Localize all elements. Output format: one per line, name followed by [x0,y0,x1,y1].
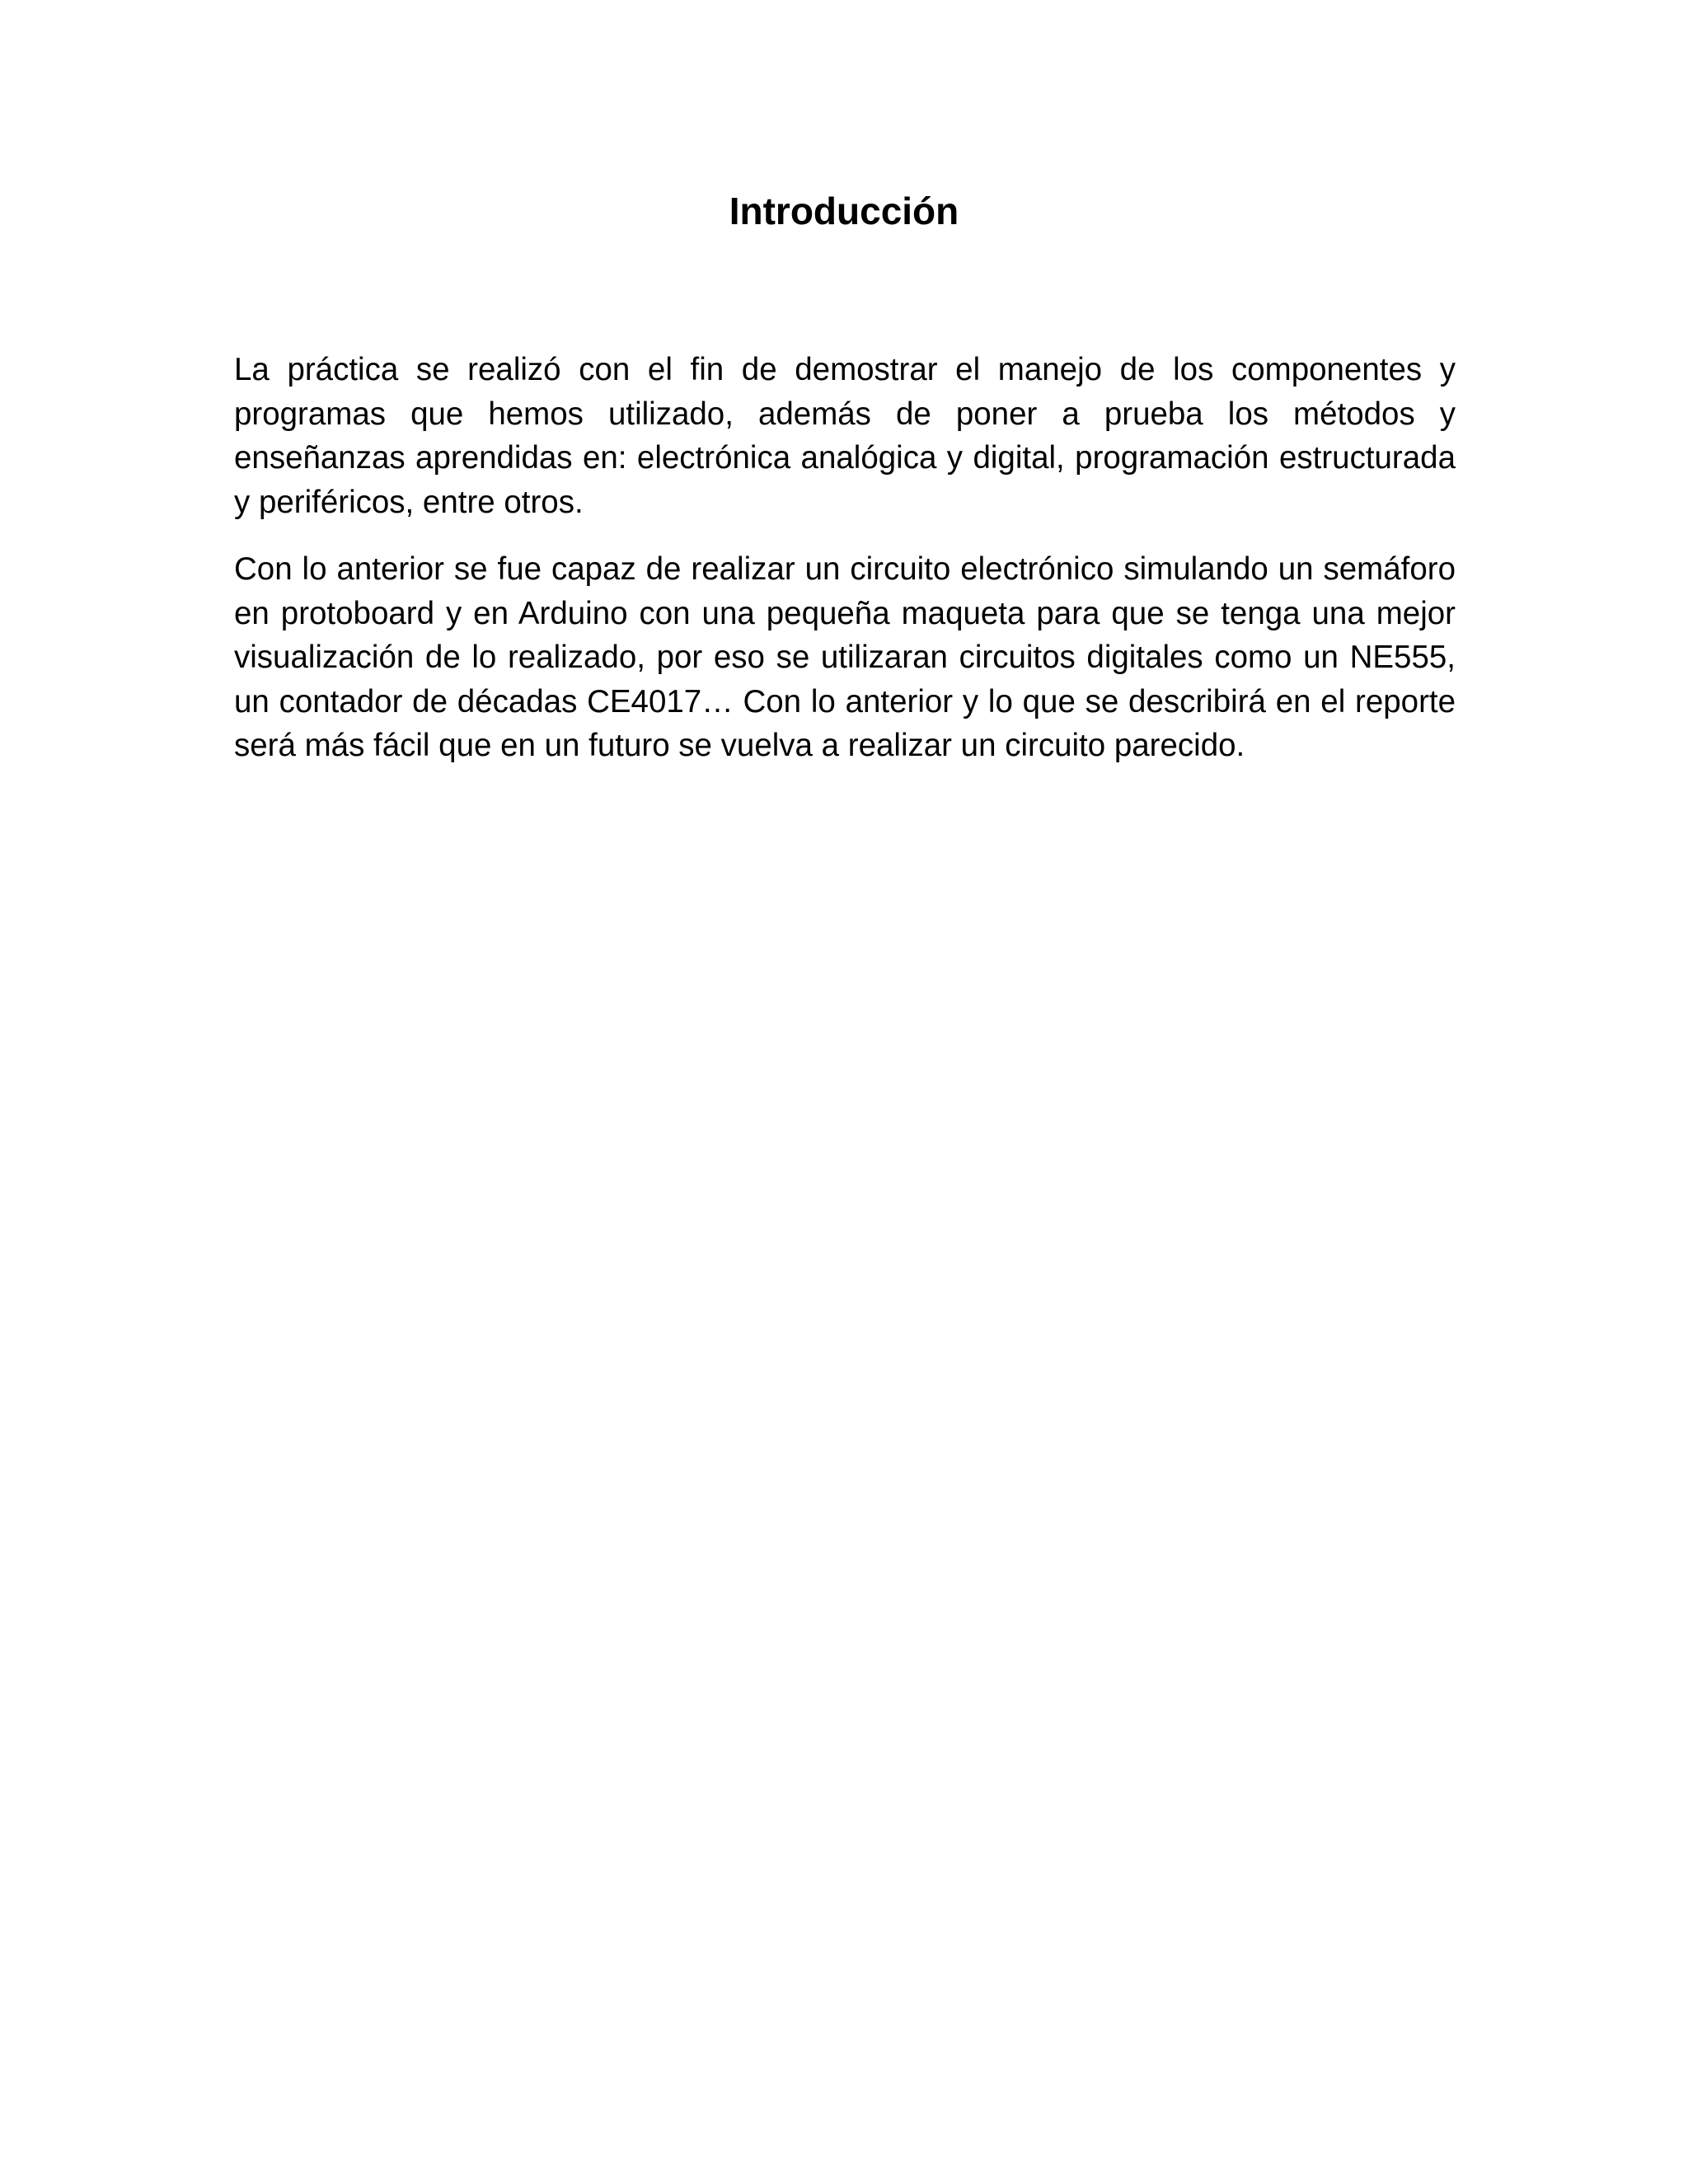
paragraph-2: Con lo anterior se fue capaz de realizar un circuito electrónico simulando un semáforo en protoboard y en Arduino con una pequeña maqueta para que se tenga una mejor visualización de lo realizado, por eso se utilizaran circuitos digitales como un NE555, un contador de décadas CE4017… Con lo anterior y lo que se describirá en el reporte será más fácil que en un futuro se vuelva a realizar un circuito parecido. [234,551,1456,763]
document-body [234,348,1456,791]
page-title: Introducción [729,190,959,232]
paragraph-1: La práctica se realizó con el fin de demostrar el manejo de los componentes y programas que hemos utilizado, además de poner a prueba los métodos y enseñanzas aprendidas en: electrónica analógica y digital, programación estructurada y periféricos, entre otros. [234,352,1456,520]
